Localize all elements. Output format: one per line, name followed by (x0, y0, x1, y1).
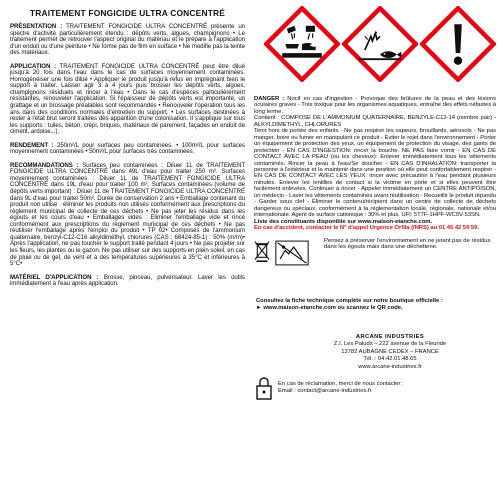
presentation-text: TRAITEMENT FONGICIDE ULTRA CONCENTRÉ présente un spectre d'activité particulièrement étendu : dépôts verts, algues, champignons • Le traitement permet de retrouver l'aspect original du matériau et le prépare à l'application d'un enduit ou d'une peinture • Ne forme pas de film en surface • Ne modifie pas la teinte des matériaux. (10, 23, 245, 57)
company-block (254, 334, 496, 371)
presentation-heading: PRÉSENTATION : (10, 23, 63, 30)
recommandations-section (10, 163, 245, 268)
presentation-section (10, 24, 245, 57)
company-address: Z.I. Les Paluds – 222 avenue de la Fleuride (333, 341, 447, 348)
reclamation-block (254, 375, 496, 401)
company-phone: Tél. : 04.42.01.48.65 (363, 356, 417, 363)
hazard-pictograms (254, 4, 496, 96)
exclamation-icon (420, 6, 496, 82)
consult-line2: ► www.maison-etanche.com ou scannez le QR code. (256, 304, 403, 311)
materiel-text: Brosse, pinceau, pulvérisateur. Laver les outils immédiatement à l'eau après application. (10, 273, 245, 288)
reclamation-text: En cas de réclamation, merci de nous contacter : (278, 380, 404, 387)
contient-text: Contient : COMPOSE DE L'AMMONIUM QUATERNAIRE, BENZYLE-C12-14 (nombre pair) - ALKYLDIMETHYL, CHLORURES (254, 115, 496, 128)
application-section (10, 64, 245, 136)
environment-icon (342, 6, 418, 82)
rendement-section (10, 143, 245, 156)
danger-text: Nocif en cas d'ingestion - Provoque des brûlures de la peau et des lésions oculaires graves - Très toxique pour les organismes aquatiques, entraîne des effets néfastes à long terme. (254, 96, 496, 115)
company-email: Email : contact@arcane-industries.fr (278, 387, 372, 394)
no-drain-icon (275, 240, 309, 266)
company-web: www.arcane-industries.fr (358, 363, 422, 370)
urgence-text: En cas d'accident, contacter le N° d'appel Urgence Orfila (INRS) au 01 45 42 59 59. (254, 225, 479, 232)
environment-text: Pensez à préserver l'environnement en ne jetant pas de résidus dans les égouts mais dans une déchetterie. (324, 237, 491, 251)
env-icons (254, 238, 324, 266)
materiel-section (10, 275, 245, 288)
application-heading: APPLICATION : (10, 62, 56, 70)
consult-block (254, 298, 496, 312)
rendement-text: 250m²/L pour surfaces peu contaminées. • 100m²/L pour surfaces moyennement contaminées • 50m²/L pour surfaces très contaminées. (10, 141, 245, 156)
company-name: ARCANE INDUSTRIES (355, 333, 425, 340)
environment-notice (254, 238, 496, 284)
consult-line1: Consultez la fiche technique complète sur notre boutique officielle : (256, 297, 443, 304)
company-city: 13782 AUBAGNE CEDEX – FRANCE (341, 348, 439, 355)
danger-heading: DANGER : (254, 96, 285, 102)
rendement-heading: RENDEMENT : (10, 141, 54, 149)
materiel-heading: MATÉRIEL D'APPLICATION : (10, 273, 99, 281)
corrosive-icon (264, 6, 340, 82)
right-column (252, 0, 500, 500)
lock-icon (254, 375, 274, 401)
danger-block (254, 96, 496, 115)
conseils-text: Tenir hors de portée des enfants - Ne pas respirer les vapeurs, brouillards, aérosols - Ne pas manger, boire ou fumer en manipulant ce produit - Éviter le rejet dans l'environnement - Porter un équipement de protection des yeux, un équipement de protection du visage, des gants de protection - EN CAS D'INGESTION: rincer la bouche. NE PAS faire vomir - EN CAS DE CONTACT AVEC LA PEAU (ou les cheveux): Enlever immédiatement tous les vêtements contaminés. Rincer la peau à l'eau/Se doucher - EN CAS D'INHALATION: transporter la personne à l'extérieur et la maintenir dans une position où elle peut confortablement respirer - EN CAS DE CONTACT AVEC LES YEUX: rincer avec précaution à l'eau pendant plusieurs minutes. Enlever les lentilles de contact si la victime en porte et si elles peuvent être facilement enlevées. Continuer à rincer - Appeler immédiatement un CENTRE ANTIPOISON, un médecin - Laver les vêtements contaminés avant réutilisation - Recueillir le produit répandu - Garder sous clef - Éliminer le contenu/récipient dans un centre de collecte de déchets dangereux ou spéciaux, conformément à la réglementation locale, régionale, nationale et/ou internationale. Agent de surface cationique : 30% et plus. UFI: 5T7F-1HPF-WC0V-53SN. (254, 128, 496, 219)
product-title: TRAITEMENT FONGICIDE ULTRA CONCENTRÉ (29, 8, 226, 18)
application-text: TRAITEMENT FONGICIDE ULTRA CONCENTRÉ peut être dilué jusqu'à 20 fois dans l'eau dans le cas de surfaces moyennement contaminées. Homogénéiser une fois dilué • Appliquer le produit jusqu'à refus en imprégnant bien le support à traiter. Laisser agir 3 à 4 jours puis brosser les dépôts verts, algues, champignons résiduels et rincer à l'eau • Dans le cas d'espèces particulièrement résistantes, renouveler l'application. Si l'épaisseur de dépôts verts est importante, un grattage et un brossage préalables sont recommandés • Renouveler l'opération tous les ans dans des conditions normales d'entretien du support. • Les surfaces destinées à rester à l'état brut seront traitées dès apparition d'une colonisation. Il s'applique sur tous les supports : tuiles, béton, crépi, briques, matériaux de parement, façades en enduit de ciment, ardoise...). (10, 62, 245, 136)
crossed-bin-icon (254, 240, 270, 262)
recommandations-text: Surfaces peu contaminées : Diluer 1L de TRAITEMENT FONGICIDE ULTRA CONCENTRÉ dans 49L d'eau pour traiter 250 m². Surfaces moyennement contaminées : Diluer 1L de TRAITEMENT FONGICIDE ULTRA CONCENTRÉ dans 19L d'eau pour traiter 100 m². Surfaces contaminées (volume de dépôts verts important) : Diluer 1L de TRAITEMENT FONGICIDE ULTRA CONCENTRÉ dans 9L d'eau pour traiter 50m². Durée de conservation 2 ans • Emballage contenant du produit non utilisé : éliminer les produits non utilisés conformément aux prescriptions du règlement municipal de collecte de ces déchets • Ne pas jeter les résidus dans les égouts et les cours d'eau • Emballages vides : Eliminer l'emballage vide et rincé conformément aux prescriptions du règlement municipal de ces déchets • Ne pas réutiliser l'emballage après l'emploi du produit • TP 02• Composés de l'ammonium quaternaire, benzyl-C12-C16 alkyldiméthyl, chlorures (CAS : 68424-85-1) : 50% (m/m)• Après l'application, ne pas toucher le support traité pendant 4 jours • Ne pas projeter sur les fleurs, les plantes ou le gazon. Ne pas utiliser sur des supports en plein soleil, en cas de pluie ou de gel, de vent et à des températures supérieures à 35°C et inférieures à 5°C• (10, 161, 245, 268)
liste-constituants: Liste des constituants disponible sur www.maison-etanche.com. (254, 218, 433, 225)
recommandations-heading: RECOMMANDATIONS : (10, 161, 79, 169)
